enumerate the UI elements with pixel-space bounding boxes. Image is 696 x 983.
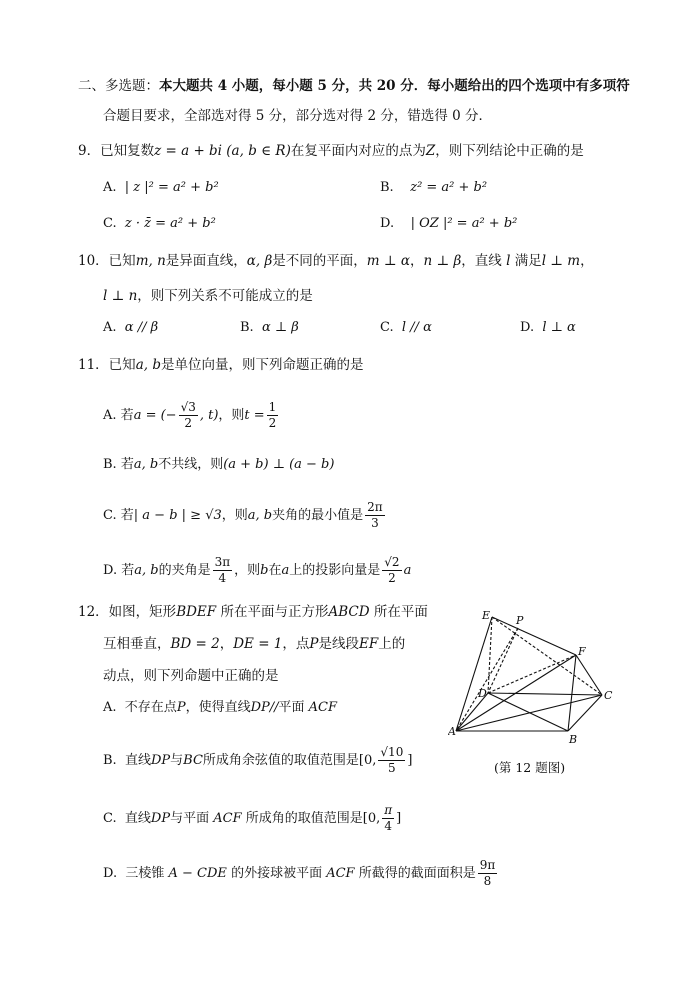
q9-stem (78, 141, 584, 161)
q12-option-c[interactable] (103, 803, 401, 834)
q10-option-a[interactable] (103, 318, 158, 338)
label-a: A (448, 725, 456, 738)
q11-d-num2: √2 (384, 555, 400, 569)
q9-d-expr: | OZ |² = a² + b² (410, 216, 518, 231)
q12-option-b[interactable] (103, 745, 412, 776)
q12-b-open: [0, (358, 753, 377, 768)
q11-b-mid: 不共线，则 (158, 457, 224, 472)
q11-c-label: C. (103, 508, 117, 523)
q12-text-f: 是线段 (318, 636, 359, 652)
q10-cond-2: n ⊥ β (423, 253, 462, 269)
q11-d-a: a (281, 563, 290, 578)
q10-planes: α, β (246, 253, 273, 269)
q12-sep: ， (219, 636, 234, 652)
q11-d-den2: 2 (388, 571, 396, 585)
q11-text-a: 11．已知 (78, 357, 136, 373)
q10-d-expr: l ⊥ α (542, 320, 576, 335)
q10-c-label: C. (380, 320, 394, 335)
q12-c-acf: ACF (213, 811, 242, 826)
edge-db (488, 693, 568, 731)
q11-d-a2: a (403, 563, 412, 578)
q11-a-num2: 1 (268, 400, 277, 414)
q11-vectors: a, b (135, 357, 161, 373)
q12-d-label: D. (103, 866, 118, 881)
q12-c-c: 所成角的取值范围是 (245, 811, 363, 826)
q11-d-pre: 若 (121, 563, 135, 578)
q10-option-d[interactable] (520, 318, 576, 338)
q11-option-d[interactable] (103, 555, 411, 586)
q11-stem (78, 355, 363, 375)
q9-text-a: 9．已知复数 (78, 143, 155, 159)
q10-cond-1: m ⊥ α (366, 253, 410, 269)
q12-a-par: // (269, 700, 279, 715)
q12-d-c: 所截得的截面面积是 (358, 866, 476, 881)
q12-c-open: [0, (362, 811, 381, 826)
q12-text-e: ，点 (282, 636, 310, 652)
q10-text-f: ，则下列关系不可能成立的是 (137, 288, 313, 304)
q10-text-a: 10．已知 (78, 253, 136, 269)
q12-b-bc: BC (183, 753, 203, 768)
q9-b-label: B. (380, 180, 394, 195)
q11-d-on: 在 (268, 563, 282, 578)
q12-text-d: 互相垂直， (103, 636, 171, 652)
q12-c-den: 4 (384, 819, 392, 833)
edge-fb (568, 655, 576, 731)
q12-b-num: √10 (380, 745, 404, 759)
section-title: 二、多选题： (78, 78, 159, 94)
q9-text-c: ，则下列结论中正确的是 (435, 143, 584, 159)
q12-option-d[interactable] (103, 858, 499, 889)
q11-a-num: √3 (180, 400, 196, 414)
q9-option-c[interactable] (103, 214, 216, 234)
q12-a-b: ，使得直线 (185, 700, 251, 715)
q9-d-label: D. (380, 216, 395, 231)
q12-b-dp: DP (150, 753, 171, 768)
q10-text-e: 满足 (514, 253, 542, 269)
q11-a-mid: ，则 (218, 408, 245, 423)
label-e: E (482, 609, 491, 622)
q11-c-expr: | a − b | ≥ √3 (133, 508, 222, 523)
q11-d-mid: 的夹角是 (158, 563, 211, 578)
section-rules-bold: 本大题共 4 小题，每小题 5 分，共 20 分．每小题给出的四个选项中有多项符 (159, 78, 630, 94)
q11-d-num: 3π (214, 555, 231, 569)
label-b: B (569, 733, 578, 746)
q12-a-p: P (176, 700, 186, 715)
q12-c-a: 直线 (124, 811, 151, 826)
q11-b-pre: 若 (120, 457, 134, 472)
q10-b-expr: α ⊥ β (261, 320, 299, 335)
q12-text-c: 所在平面 (373, 604, 428, 620)
q12-p: P (309, 636, 319, 652)
q12-b-label: B. (103, 753, 117, 768)
q11-a-t: t = (244, 408, 265, 423)
q11-a-frac (179, 400, 198, 431)
edge-pd (488, 628, 518, 693)
q9-text-b: 在复平面内对应的点为 (290, 143, 426, 159)
q12-a-label: A. (103, 700, 117, 715)
q11-d-label: D. (103, 563, 118, 578)
q9-option-b[interactable] (380, 178, 487, 198)
q11-c-mid: ，则 (221, 508, 248, 523)
q10-cond-3: l ⊥ m (541, 253, 581, 269)
figure-caption: (第 12 题图) (494, 760, 566, 775)
q9-a-expr: | z |² = a² + b² (124, 180, 219, 195)
q12-c-close: ] (396, 811, 402, 826)
edge-dc (488, 693, 602, 695)
q12-b-den: 5 (388, 761, 396, 775)
q10-text-d: ，直线 (461, 253, 502, 269)
q11-a-frac2 (267, 400, 279, 431)
q11-d-frac1 (213, 555, 233, 586)
q12-a-acf: ACF (308, 700, 338, 715)
edge-fc (576, 655, 602, 695)
q12-a-a: 不存在点 (124, 700, 177, 715)
label-d: D (478, 687, 487, 700)
q11-text-b: 是单位向量，则下列命题正确的是 (160, 357, 364, 373)
q10-c-expr: l // α (401, 320, 432, 335)
q11-option-a[interactable] (103, 400, 280, 431)
q9-b-expr: z² = a² + b² (410, 180, 488, 195)
q11-c-frac (365, 500, 385, 531)
q9-c-expr: z · z̄ = a² + b² (124, 216, 216, 231)
q9-option-d[interactable] (380, 214, 517, 234)
q10-line-l: l (506, 253, 511, 269)
q12-d-b: 的外接球被平面 (231, 866, 323, 881)
q12-c-label: C. (103, 811, 117, 826)
q12-c-dp: DP (150, 811, 171, 826)
q11-d-ab: a, b (134, 563, 159, 578)
q12-bd: BD = 2 (170, 636, 220, 652)
q12-a-c: 平面 (278, 700, 305, 715)
q11-d-b: b (260, 563, 269, 578)
section-header-line2 (103, 106, 492, 126)
q12-stem-line3 (103, 666, 279, 686)
q10-a-expr: α // β (124, 320, 159, 335)
q9-expr: z = a + bi (a, b ∈ R) (154, 143, 291, 159)
q11-a-post: , t) (199, 408, 219, 423)
q10-stem-line2 (103, 286, 313, 306)
q12-text-a: 12．如图，矩形 (78, 604, 177, 620)
q10-option-b[interactable] (240, 318, 299, 338)
q11-c-post: 夹角的最小值是 (272, 508, 364, 523)
q10-b-label: B. (240, 320, 254, 335)
q12-rect: BDEF (176, 604, 217, 620)
label-p: P (516, 614, 524, 627)
q11-d-den: 4 (218, 571, 227, 585)
q11-a-label: A. (103, 408, 117, 423)
q12-b-close: ] (407, 753, 413, 768)
edge-pa (456, 628, 518, 731)
q10-stem-line1: 10．已知m, n是异面直线，α, β是不同的平面，m ⊥ α，n ⊥ β，直线 l 满足l ⊥ m， (78, 253, 594, 269)
q12-d-den: 8 (483, 874, 492, 888)
q9-point-z: Z (425, 143, 436, 159)
q12-b-c: 所成角余弦值的取值范围是 (202, 753, 359, 768)
q12-square: ABCD (328, 604, 370, 620)
q12-d-acf: ACF (326, 866, 355, 881)
q10-a-label: A. (103, 320, 117, 335)
q12-d-acde: A − CDE (168, 866, 227, 881)
q11-d-then: ，则 (234, 563, 261, 578)
q11-c-den: 3 (371, 516, 379, 530)
q10-lines-mn: m, n (135, 253, 166, 269)
q11-d-post: 上的投影向量是 (289, 563, 381, 578)
q12-option-a[interactable] (103, 698, 337, 718)
label-c: C (604, 689, 613, 702)
q11-b-expr: (a + b) ⊥ (a − b) (223, 457, 335, 472)
q12-text-g: 上的 (378, 636, 406, 652)
q12-c-b: 与平面 (170, 811, 210, 826)
q10-sep: ， (410, 253, 424, 269)
q12-d-frac (478, 858, 498, 889)
q12-c-num: π (384, 803, 393, 817)
q10-option-c[interactable] (380, 318, 432, 338)
q9-c-label: C. (103, 216, 117, 231)
q12-stem-line2 (103, 634, 405, 654)
q11-d-frac2 (382, 555, 401, 586)
q12-stem-line1 (78, 602, 428, 622)
section-rules: 合题目要求，全部选对得 5 分，部分选对得 2 分，错选得 0 分． (103, 108, 493, 124)
edge-df (488, 655, 576, 693)
q11-c-pre: 若 (120, 508, 134, 523)
q12-b-frac (378, 745, 405, 776)
edge-ea (456, 617, 492, 731)
q12-geometry-figure (448, 605, 618, 750)
q12-text-h: 动点，则下列命题中正确的是 (103, 668, 279, 684)
q12-a-dp: DP (250, 700, 270, 715)
q10-d-label: D. (520, 320, 535, 335)
q11-a-den: 2 (184, 416, 193, 430)
section-header-line1 (78, 76, 630, 96)
q11-a-vec: a = (− (133, 408, 177, 423)
q11-option-b[interactable] (103, 455, 334, 475)
q11-b-ab: a, b (133, 457, 159, 472)
q10-text-c: 是不同的平面， (272, 253, 367, 269)
q10-text-b: 是异面直线， (165, 253, 247, 269)
label-f: F (578, 645, 586, 658)
q12-d-num: 9π (479, 858, 496, 872)
q9-option-a[interactable] (103, 178, 219, 198)
q11-a-pre: 若 (120, 408, 134, 423)
q12-text-b: 所在平面与正方形 (220, 604, 329, 620)
q11-c-num: 2π (367, 500, 383, 514)
q12-de: DE = 1 (233, 636, 283, 652)
q11-b-label: B. (103, 457, 117, 472)
q9-a-label: A. (103, 180, 117, 195)
q12-ef: EF (359, 636, 379, 652)
q12-b-b: 与 (170, 753, 184, 768)
q12-b-a: 直线 (124, 753, 151, 768)
q11-option-c[interactable] (103, 500, 387, 531)
q12-d-a: 三棱锥 (125, 866, 165, 881)
q12-c-frac (382, 803, 394, 834)
q11-a-den2: 2 (268, 416, 277, 430)
edge-bc (568, 695, 602, 731)
q11-c-ab: a, b (247, 508, 273, 523)
q10-cond-4: l ⊥ n (103, 288, 138, 304)
